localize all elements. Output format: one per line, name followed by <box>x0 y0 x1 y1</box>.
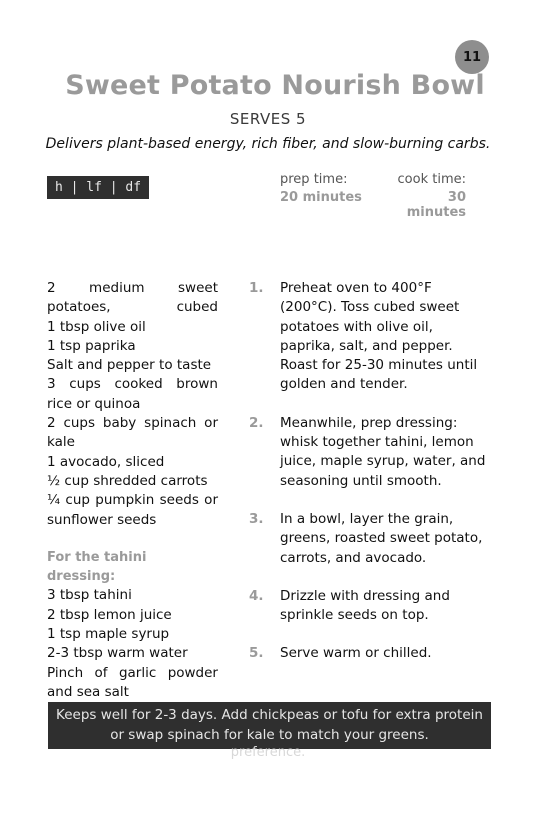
instruction-step <box>249 414 489 491</box>
dressing-item: 2 tbsp lemon juice <box>47 606 172 623</box>
prep-time-label: prep time: <box>280 172 348 187</box>
cook-time <box>389 172 466 220</box>
ingredient-item: 1 avocado, sliced <box>47 453 165 470</box>
ingredient-item: 2 cups baby spinach or kale <box>47 415 218 451</box>
step-text: Meanwhile, prep dressing: whisk together tahini, lemon juice, maple syrup, water, and seasoning until smooth. <box>280 414 486 489</box>
cook-time-label: cook time: <box>397 172 466 187</box>
dressing-item: 1 tsp maple syrup <box>47 626 170 643</box>
instructions-list <box>249 279 489 683</box>
page-number-badge: 11 <box>455 40 489 74</box>
dressing-item: 2-3 tbsp warm water <box>47 645 188 662</box>
note-overflow-text: preference. <box>230 745 306 760</box>
ingredient-item: Salt and pepper to taste <box>47 357 212 374</box>
instruction-step <box>249 510 489 568</box>
ingredients-list <box>47 279 218 702</box>
step-number: 5. <box>249 645 264 662</box>
cook-time-value: 30 minutes <box>406 190 466 220</box>
ingredient-item: 1 tbsp olive oil <box>47 318 146 335</box>
step-text: Serve warm or chilled. <box>280 645 432 662</box>
instruction-step <box>249 587 489 626</box>
instruction-step <box>249 644 489 663</box>
storage-note-text: Keeps well for 2-3 days. Add chickpeas or tofu for extra protein or swap spinach for kale to match your greens. <box>56 707 483 743</box>
prep-time-value: 20 minutes <box>280 190 362 205</box>
step-number: 4. <box>249 587 264 604</box>
dressing-item: 3 tbsp tahini <box>47 587 132 604</box>
diet-tags-badge: h | lf | df <box>47 176 149 199</box>
step-text: In a bowl, layer the grain, greens, roasted sweet potato, carrots, and avocado. <box>280 510 483 566</box>
step-number: 2. <box>249 414 264 431</box>
step-number: 1. <box>249 280 264 296</box>
ingredient-item: 2 medium sweet potatoes, cubed <box>47 280 218 316</box>
step-text: Drizzle with dressing and sprinkle seeds on top. <box>280 587 450 624</box>
dressing-heading: For the tahini dressing: <box>47 549 147 585</box>
ingredient-item: ¼ cup pumpkin seeds or sunflower seeds <box>47 492 218 528</box>
ingredient-item: ½ cup shredded carrots <box>47 472 208 489</box>
ingredient-item: 1 tsp paprika <box>47 337 136 354</box>
recipe-title: Sweet Potato Nourish Bowl <box>65 70 485 101</box>
step-number: 3. <box>249 510 264 527</box>
prep-time <box>280 172 362 205</box>
ingredient-item: 3 cups cooked brown rice or quinoa <box>47 376 218 412</box>
dressing-item: Pinch of garlic powder and sea salt <box>47 664 218 700</box>
recipe-tagline: Delivers plant-based energy, rich fiber, and slow-burning carbs. <box>45 136 491 152</box>
serves-label: SERVES 5 <box>229 110 307 128</box>
instruction-step <box>249 279 489 395</box>
storage-note <box>48 702 491 749</box>
step-text: Preheat oven to 400°F (200°C). Toss cubed sweet potatoes with olive oil, paprika, salt, and pepper. Roast for 25-30 minutes until golden and tender. <box>280 280 478 393</box>
